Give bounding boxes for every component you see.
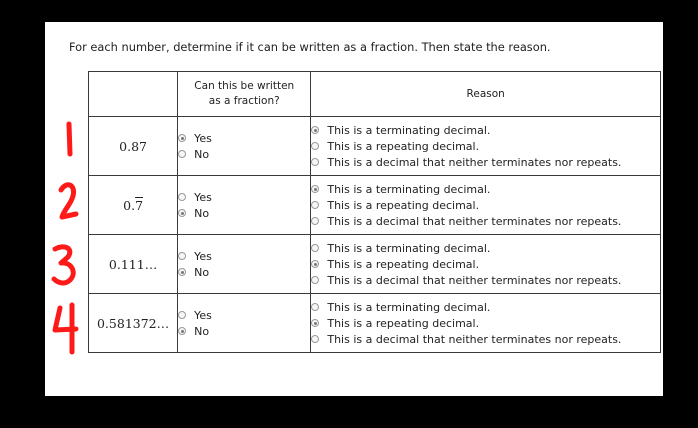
table-row bbox=[89, 117, 661, 176]
option-label: This is a repeating decimal. bbox=[327, 198, 480, 212]
worksheet-panel bbox=[45, 22, 663, 396]
number-value: 0.111… bbox=[108, 256, 158, 272]
fraction-options bbox=[178, 294, 311, 353]
radio-button[interactable] bbox=[178, 252, 186, 260]
option-label: This is a repeating decimal. bbox=[327, 316, 480, 330]
reason-option-repeating[interactable] bbox=[311, 315, 660, 331]
option-label: No bbox=[194, 206, 210, 220]
reason-options bbox=[311, 117, 661, 176]
fraction-option-no[interactable] bbox=[178, 323, 310, 339]
radio-button[interactable] bbox=[311, 260, 319, 268]
radio-button[interactable] bbox=[311, 335, 319, 343]
radio-button[interactable] bbox=[311, 185, 319, 193]
radio-button[interactable] bbox=[311, 142, 319, 150]
reason-option-repeating[interactable] bbox=[311, 197, 660, 213]
option-label: This is a decimal that neither terminates nor repeats. bbox=[327, 332, 622, 346]
reason-option-terminating[interactable] bbox=[311, 181, 660, 197]
header-row bbox=[89, 72, 661, 117]
radio-button[interactable] bbox=[178, 268, 186, 276]
option-label: This is a decimal that neither terminates nor repeats. bbox=[327, 214, 622, 228]
radio-button[interactable] bbox=[311, 126, 319, 134]
repeating-digit: 7 bbox=[135, 197, 144, 213]
option-label: This is a terminating decimal. bbox=[327, 300, 491, 314]
number-value: 0.581372… bbox=[96, 315, 170, 331]
reason-option-terminating[interactable] bbox=[311, 240, 660, 256]
reason-option-repeating[interactable] bbox=[311, 256, 660, 272]
reason-option-neither[interactable] bbox=[311, 331, 660, 347]
option-label: Yes bbox=[194, 308, 212, 322]
instruction-text: For each number, determine if it can be written as a fraction. Then state the reason. bbox=[69, 40, 551, 54]
radio-button[interactable] bbox=[311, 276, 319, 284]
number-cell bbox=[89, 294, 178, 353]
reason-option-repeating[interactable] bbox=[311, 138, 660, 154]
radio-button[interactable] bbox=[178, 134, 186, 142]
reason-column-header: Reason bbox=[311, 72, 661, 117]
table-row bbox=[89, 176, 661, 235]
reason-options bbox=[311, 176, 661, 235]
radio-button[interactable] bbox=[311, 158, 319, 166]
number-value-prefix: 0. bbox=[123, 197, 136, 213]
radio-button[interactable] bbox=[178, 193, 186, 201]
fraction-column-header bbox=[178, 72, 311, 117]
reason-option-terminating[interactable] bbox=[311, 299, 660, 315]
option-label: This is a decimal that neither terminates nor repeats. bbox=[327, 155, 622, 169]
reason-options bbox=[311, 235, 661, 294]
option-label: This is a terminating decimal. bbox=[327, 182, 491, 196]
option-label: No bbox=[194, 147, 210, 161]
reason-options bbox=[311, 294, 661, 353]
radio-button[interactable] bbox=[311, 244, 319, 252]
reason-option-neither[interactable] bbox=[311, 213, 660, 229]
fraction-column-header-text: Can this be written as a fraction? bbox=[194, 80, 295, 107]
option-label: Yes bbox=[194, 249, 212, 263]
reason-option-neither[interactable] bbox=[311, 154, 660, 170]
number-value: 0.87 bbox=[119, 138, 147, 154]
option-label: This is a repeating decimal. bbox=[327, 139, 480, 153]
number-column-header bbox=[89, 72, 178, 117]
fraction-options bbox=[178, 176, 311, 235]
radio-button[interactable] bbox=[178, 327, 186, 335]
fraction-option-no[interactable] bbox=[178, 264, 310, 280]
fraction-option-yes[interactable] bbox=[178, 248, 310, 264]
option-label: This is a terminating decimal. bbox=[327, 123, 491, 137]
radio-button[interactable] bbox=[178, 209, 186, 217]
table-row bbox=[89, 235, 661, 294]
fraction-options bbox=[178, 235, 311, 294]
number-cell bbox=[89, 117, 178, 176]
reason-option-terminating[interactable] bbox=[311, 122, 660, 138]
number-cell bbox=[89, 176, 178, 235]
option-label: This is a terminating decimal. bbox=[327, 241, 491, 255]
option-label: This is a repeating decimal. bbox=[327, 257, 480, 271]
radio-button[interactable] bbox=[178, 311, 186, 319]
option-label: No bbox=[194, 265, 210, 279]
radio-button[interactable] bbox=[311, 319, 319, 327]
radio-button[interactable] bbox=[178, 150, 186, 158]
fraction-option-yes[interactable] bbox=[178, 307, 310, 323]
fraction-option-yes[interactable] bbox=[178, 189, 310, 205]
option-label: This is a decimal that neither terminates nor repeats. bbox=[327, 273, 622, 287]
option-label: Yes bbox=[194, 131, 212, 145]
question-table bbox=[88, 71, 661, 353]
table-row bbox=[89, 294, 661, 353]
fraction-option-no[interactable] bbox=[178, 205, 310, 221]
option-label: Yes bbox=[194, 190, 212, 204]
radio-button[interactable] bbox=[311, 201, 319, 209]
fraction-option-yes[interactable] bbox=[178, 130, 310, 146]
option-label: No bbox=[194, 324, 210, 338]
fraction-options bbox=[178, 117, 311, 176]
radio-button[interactable] bbox=[311, 217, 319, 225]
fraction-option-no[interactable] bbox=[178, 146, 310, 162]
number-cell bbox=[89, 235, 178, 294]
reason-option-neither[interactable] bbox=[311, 272, 660, 288]
radio-button[interactable] bbox=[311, 303, 319, 311]
